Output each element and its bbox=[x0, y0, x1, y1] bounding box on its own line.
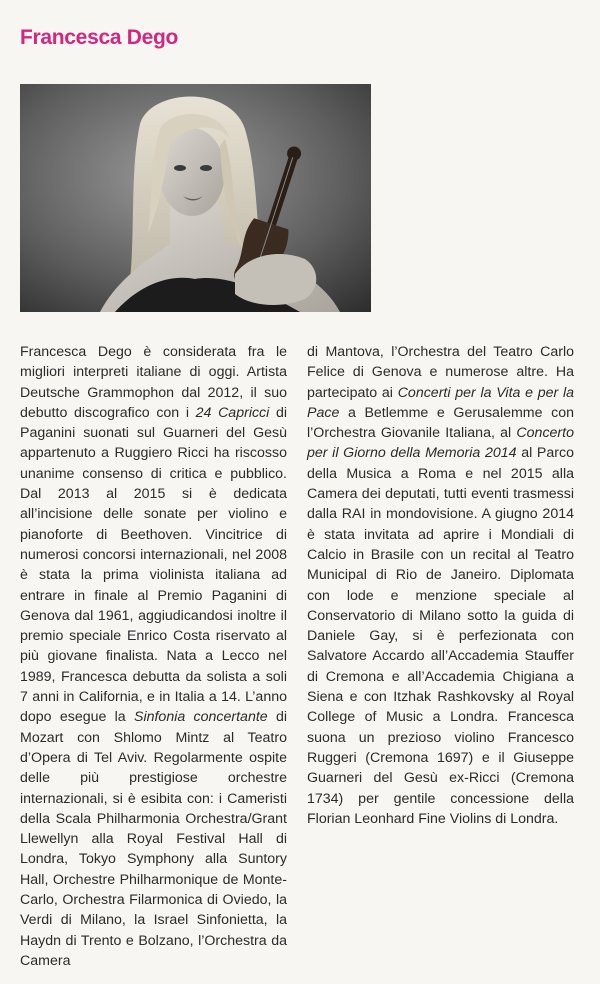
portrait-photo bbox=[20, 84, 371, 312]
text-run: al Parco della Musica a Roma e nel 2015 alla Camera dei deputati, tutti eventi trasmessi dalla RAI in mondovisione. A giugno 2014 è stata invitata ad aprire i Mondiali di Calcio in Brasile con un recital al Teatro Municipal di Rio de Janeiro. Diplomata con lode e menzione speciale al Conservatorio di Milano sotto la guida di Daniele Gay, si è perfezionata con Salvatore Accardo all’Accademia Stauffer di Cremona e all’Accademia Chigiana a Siena e con Itzhak Rashkovsky al Royal College of Music a Londra. Francesca suona un prezioso violino Francesco Ruggeri (Cremona 1697) e il Giuseppe Guarneri del Gesù ex-Ricci (Cremona 1734) per gentile concessione della Florian Leonhard Fine Violins di Londra. bbox=[307, 445, 574, 827]
italic-text: 24 Capricci bbox=[195, 404, 270, 421]
text-run: a Betlemme e Gerusalemme con l’Orchestra Giovanile Italiana, al bbox=[307, 404, 574, 442]
text-run: di Paganini suonati sul Guarneri del Gesù appartenuto a Ruggiero Ricci ha riscosso unanime consenso di critica e pubblico. Dal 2013 al 2015 si è dedicata all’incisione delle sonate per violino e pianoforte di Beethoven. Vincitrice di numerosi concorsi internazionali, nel 2008 è stata la prima violinista italiana ad entrare in finale al Premio Paganini di Genova dal 1961, aggiudicandosi inoltre il premio speciale Enrico Costa riservato al più giovane finalista. Nata a Lecco nel 1989, Francesca debutta da solista a soli 7 anni in California, e in Italia a 14. L’anno dopo esegue la bbox=[20, 404, 287, 726]
italic-text: Concerto per il Giorno della Memoria 2014 bbox=[307, 425, 574, 462]
paragraph bbox=[20, 342, 287, 971]
text-run: di Mantova, l’Orchestra del Teatro Carlo Felice di Genova e numerose altre. Ha partecipato ai bbox=[307, 344, 574, 401]
italic-text: Sinfonia concertante bbox=[133, 709, 268, 726]
text-column-right bbox=[307, 342, 574, 971]
paragraph bbox=[307, 342, 574, 829]
italic-text: Concerti per la Vita e per la Pace bbox=[307, 384, 575, 421]
portrait-photo-icon bbox=[20, 84, 371, 312]
text-run: Francesca Dego è considerata fra le migliori interpreti italiane di oggi. Artista Deutsche Grammophon dal 2012, il suo debutto discografico con i bbox=[20, 344, 287, 421]
article-body bbox=[20, 342, 574, 971]
text-column-left bbox=[20, 342, 287, 971]
text-run: di Mozart con Shlomo Mintz al Teatro d’Opera di Tel Aviv. Regolarmente ospite delle più prestigiose orchestre internazionali, si è esibita con: i Cameristi della Scala Philharmonia Orchestra/Grant Llewellyn alla Royal Festival Hall di Londra, Tokyo Symphony alla Suntory Hall, Orchestre Philharmonique de Monte-Carlo, Orchestra Filarmonica di Oviedo, la Verdi di Milano, la Israel Sinfonietta, la Haydn di Trento e Bolzano, l’Orchestra da Camera bbox=[20, 709, 287, 969]
article-title: Francesca Dego bbox=[20, 26, 179, 49]
